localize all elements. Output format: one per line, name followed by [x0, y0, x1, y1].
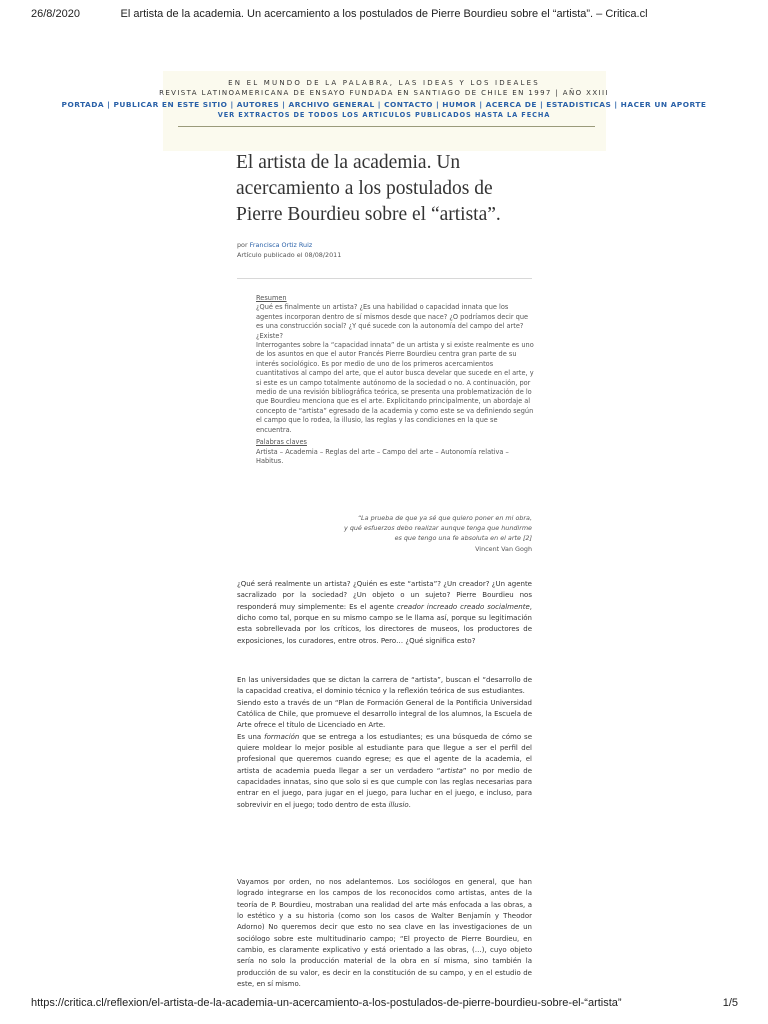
nav-portada[interactable]: PORTADA [61, 100, 105, 109]
quote-line-2: y qué esfuerzos debo realizar aunque tenga que hundirme [344, 524, 532, 533]
quote-attribution: Vincent Van Gogh [475, 544, 532, 553]
abstract-paragraph-1: ¿Qué es finalmente un artista? ¿Es una habilidad o capacidad innata que los agentes incorporan dentro de sí mismos desde que nace? ¿O podríamos decir que es una construcción social? ¿Y qué sucede con la autonomía del campo del arte? ¿Existe? [256, 303, 529, 340]
publish-date: Artículo publicado el 08/08/2011 [237, 251, 342, 259]
extracts-row [0, 111, 768, 119]
print-footer [0, 994, 768, 1024]
nav-autores[interactable]: AUTORES [236, 100, 280, 109]
abstract-paragraph-2: Interrogantes sobre la “capacidad innata” de un artista y si existe realmente es uno de los asuntos en que el autor Francés Pierre Bourdieu centra gran parte de su interés sociológico. Es por medio de uno de los primeros acercamientos cuantitativos al campo del arte, que el autor busca develar que sucede en el arte, y si este es un campo totalmente autónomo de la sociedad o no. A continuación, por medio de una revisión bibliográfica teórica, se presenta una problematización de lo que Bourdieu menciona que es el arte. Explicitando principalmente, un abordaje al concepto de “artista” egresado de la academia y como este se va definiendo según el campo que lo rodea, la illusio, las reglas y las condiciones en la que se encuentra. [256, 341, 534, 434]
keywords-label: Palabras claves [256, 438, 307, 447]
byline [237, 241, 312, 249]
nav-humor[interactable]: HUMOR [442, 100, 477, 109]
print-page-title: El artista de la academia. Un acercamiento a los postulados de Pierre Bourdieu sobre el “artista”. – Critica.cl [120, 8, 648, 20]
masthead-divider [178, 126, 595, 127]
article-title: El artista de la academia. Un acercamiento a los postulados de Pierre Bourdieu sobre el “artista”. [236, 152, 501, 225]
quote-line-3: es que tengo una fe absoluta en el arte [2] [394, 534, 532, 543]
print-page-number: 1/5 [722, 997, 738, 1009]
byline-label: por [237, 241, 248, 249]
body-paragraph-3: Vayamos por orden, no nos adelantemos. Los sociólogos en general, que han logrado integrarse en los campos de los reconocidos como artistas, antes de la teoría de P. Bourdieu, mostraban una realidad del arte más enfocada a las obras, a lo estético y a su historia (como son los casos de Walter Benjamín y Theodor Adorno) No queremos decir que esto no sea clave en las investigaciones de un sociólogo sobre este multitudinario campo; “El proyecto de Pierre Bourdieu, en cambio, es claramente explicativo y está orientado a las obras, (…), cuyo objeto sería no solo la producción material de la obra en sí misma, sino también la producción de su valor, es decir en la constitución de su campo, y en el estudio de este, en sí mismo. [237, 878, 532, 989]
nav-hacer-un-aporte[interactable]: HACER UN APORTE [620, 100, 707, 109]
author-link[interactable]: Francisca Ortiz Ruiz [249, 241, 313, 249]
epigraph-quote [290, 513, 532, 554]
keywords-text: Artista – Academia – Reglas del arte – Campo del arte – Autonomía relativa – Habitus. [256, 447, 509, 465]
article-divider [237, 278, 532, 279]
nav-archivo-general[interactable]: ARCHIVO GENERAL [288, 100, 375, 109]
nav-publicar[interactable]: PUBLICAR EN ESTE SITIO [113, 100, 228, 109]
print-header [0, 0, 768, 26]
nav-acerca-de[interactable]: ACERCA DE [485, 100, 537, 109]
nav-contacto[interactable]: CONTACTO [384, 100, 433, 109]
body-paragraph-1: ¿Qué será realmente un artista? ¿Quién es este “artista”? ¿Un creador? ¿Un agente sacralizado por la sociedad? ¿Un objeto o un sujeto? Pierre Bourdieu nos responderá muy simplemente: Es el agente creador increado creado socialmente, dicho como tal, porque en su mismo campo se le llama así, porque su legitimación esta sobrellevada por los críticos, los directores de museos, los productores de exposiciones, los curadores, entre otros. Pero… ¿Qué significa esto? [237, 580, 533, 645]
masthead-subtitle: REVISTA LATINOAMERICANA DE ENSAYO FUNDADA EN SANTIAGO DE CHILE EN 1997 | AÑO XXIII [159, 89, 609, 97]
print-url: https://critica.cl/reflexion/el-artista-de-la-academia-un-acercamiento-a-los-postulados-de-pierre-bourdieu-sobre-el-“artista” [31, 997, 622, 1009]
nav-estadisticas[interactable]: ESTADISTICAS [546, 100, 612, 109]
quote-line-1: “La prueba de que ya sé que quiero poner en mi obra, [357, 514, 532, 522]
main-nav: PORTADA | PUBLICAR EN ESTE SITIO | AUTORES | ARCHIVO GENERAL | CONTACTO | HUMOR | ACERCA DE | ESTADISTICAS | HACER UN APORTE [61, 100, 707, 109]
print-date: 26/8/2020 [31, 8, 80, 20]
abstract [256, 294, 534, 466]
abstract-label: Resumen [256, 294, 287, 302]
masthead-tagline: EN EL MUNDO DE LA PALABRA, LAS IDEAS Y LOS IDEALES [228, 79, 540, 87]
extracts-link[interactable]: VER EXTRACTOS DE TODOS LOS ARTICULOS PUBLICADOS HASTA LA FECHA [217, 111, 551, 119]
body-paragraph-2: En las universidades que se dictan la carrera de “artista”, buscan el “desarrollo de la capacidad creativa, el dominio técnico y la reflexión teórica de sus estudiantes. Siendo esto a través de un “Plan de Formación General de la Pontificia Universidad Católica de Chile, que promueve el desarrollo integral de los alumnos, la Escuela de Arte ofrece el título de Licenciado en Arte. Es una formación que se entrega a los estudiantes; es una búsqueda de cómo se quiere moldear lo mejor posible al estudiante para que llegue a ser el perfil del profesional que queremos cuando egrese; es que el agente de la academia, el artista de academia pueda llegar a ser un verdadero “artista” no por medio de capacidades innatas, sino que solo si es que cumple con las reglas necesarias para entrar en el juego, para jugar en el juego, para luchar en el juego, e incluso, para sobrevivir en el juego; todo dentro de esta illusio. [237, 676, 533, 809]
